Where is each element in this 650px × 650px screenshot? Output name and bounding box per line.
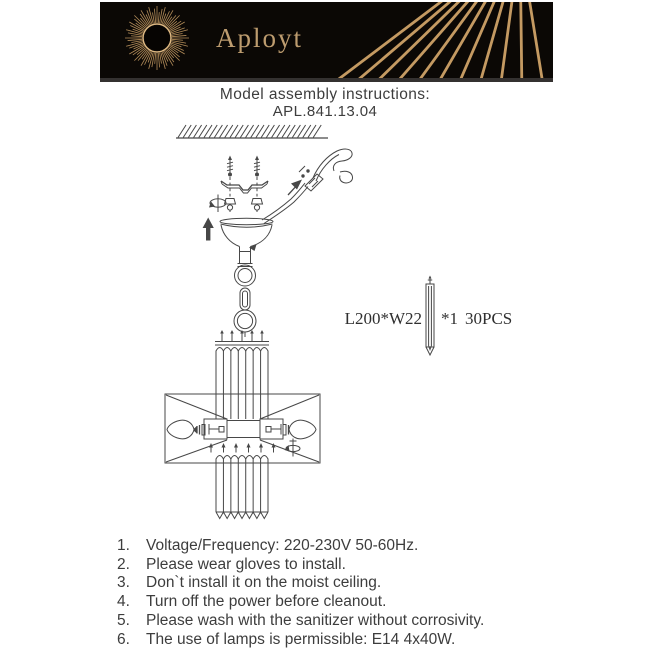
crystal-body-upper — [215, 330, 269, 419]
model-instructions-title: Model assembly instructions: — [219, 86, 431, 103]
candle-bulb-right — [289, 420, 316, 439]
instruction-number: 2. — [117, 555, 130, 573]
ceiling-mount-parts — [203, 156, 268, 241]
instruction-number: 3. — [117, 574, 130, 592]
instruction-text: Don`t install it on the moist ceiling. — [146, 574, 382, 592]
instruction-text: Voltage/Frequency: 220-230V 50-60Hz. — [146, 537, 419, 554]
instruction-text: Turn off the power before cleanout. — [146, 593, 387, 611]
brand-name: Aployt — [216, 23, 304, 53]
instruction-number: 1. — [117, 537, 130, 554]
instruction-item — [117, 612, 577, 631]
instruction-text: Please wash with the sanitizer without corrosivity. — [146, 611, 485, 629]
crystal-body-lower — [216, 456, 268, 519]
up-right-arrow-icon — [288, 180, 302, 196]
candle-bulb-left — [167, 420, 194, 439]
ceiling-hatch — [176, 125, 328, 138]
hanging-chain — [234, 265, 256, 337]
instruction-item — [117, 537, 577, 556]
rod-count-label: *1 — [441, 309, 458, 328]
instruction-number: 4. — [117, 593, 130, 611]
up-arrow-icon — [203, 218, 214, 241]
rod-qty-label: 30PCS — [465, 309, 513, 328]
instruction-item — [117, 574, 577, 593]
instruction-item — [117, 593, 577, 612]
instruction-item — [117, 631, 577, 650]
instruction-text: Please wear gloves to install. — [146, 555, 346, 573]
rotate-screw-icon-left — [209, 195, 226, 213]
crystal-rod-part — [426, 276, 434, 356]
power-wire — [262, 149, 353, 223]
rod-size-label: L200*W22 — [344, 309, 422, 328]
instruction-number: 6. — [117, 630, 130, 648]
lamp-sockets — [167, 419, 316, 457]
instruction-number: 5. — [117, 611, 130, 629]
instruction-text: The use of lamps is permissible: E14 4x40W. — [146, 630, 456, 648]
model-number: APL.841.13.04 — [272, 103, 378, 120]
instruction-list — [117, 537, 577, 649]
instruction-item — [117, 556, 577, 575]
ceiling-canopy — [220, 218, 273, 266]
